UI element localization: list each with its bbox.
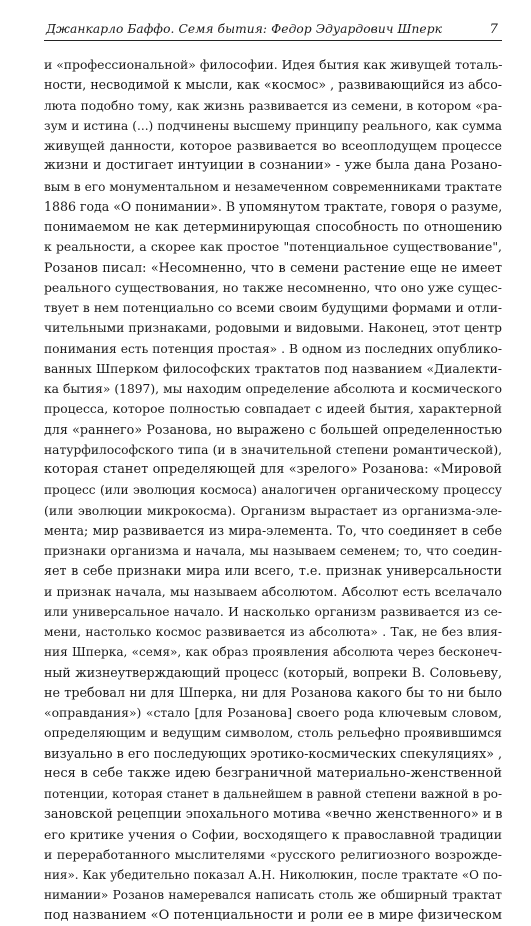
text-line: лютa подобно тому, как жизнь развивается из семени, в котором «ра- — [44, 98, 502, 113]
text-line: яет в себе признаки мира или всего, т.е. признак универсальности — [44, 563, 502, 579]
text-line: твует в нем потенциально со всеми своим будущими формами и отли- — [44, 301, 502, 315]
text-line: процесс (или эволюция космоса) аналогичен органическому процессу — [44, 483, 502, 498]
text-line: процесса, которое полностью совпадает с идеей бытия, характерной — [44, 401, 502, 417]
book-page — [44, 20, 502, 926]
text-line: его критике учения о Софии, восходящего к православной традиции — [44, 826, 502, 842]
text-line: к реальности, а скорее как простое "потенциальное существование", — [44, 239, 502, 255]
text-line: (или эволюции микрокосма). Организм вырастает из организма-эле- — [44, 502, 502, 518]
body-text — [44, 55, 502, 926]
text-line: определяющим и ведущим символом, столь рельефно проявившимся — [44, 725, 502, 741]
text-line: мени, настолько космос развивается из абсолюта» . Так, не без влия- — [44, 625, 502, 639]
header-rule — [44, 40, 502, 41]
text-line: зановской рецепции эпохального мотива «вечно женственного» и в — [44, 806, 503, 822]
text-line: зум и истина (...) подчинены высшему принципу реального, как сумма — [44, 118, 502, 133]
text-line: понимания есть потенция простая» . В одном из последних опублико- — [44, 341, 502, 356]
text-line: жизни и достигает интуиции в сознании» - уже была дана Розано- — [44, 158, 502, 174]
text-line: «оправдания») «стало [для Розанова] своего рода ключевым словом, — [44, 705, 502, 720]
text-line: для «раннего» Розанова, но выражено с большей определенностью — [44, 421, 502, 437]
text-line: реального существования, но также несомненно, что оно уже сущес- — [44, 279, 502, 295]
text-line: потенции, которая станет в дальнейшем в равной степени важной в ро- — [44, 787, 502, 801]
text-line: под названием «О потенциальности и роли ее в мире физическом — [44, 907, 502, 923]
text-line: которая станет определяющей для «зрелого» Розанова: «Мировой — [44, 462, 502, 477]
text-line: живущей данности, которое развивается во всеоплодущем процессе — [44, 138, 502, 153]
text-line: натурфилософского типа (и в значительной степени романтической), — [44, 442, 502, 457]
text-line: и «профессиональной» философии. Идея бытия как живущей тоталь- — [44, 57, 503, 72]
text-line: Розанов писал: «Несомненно, что в семени растение еще не имеет — [44, 259, 502, 275]
text-line: вым в его монументальном и незамеченном современниками трактате — [44, 179, 502, 194]
text-line: понимаемом не как детерминирующая способность по отношению — [44, 219, 502, 234]
text-line: или универсальное начало. И насколько организм развивается из се- — [44, 604, 502, 619]
text-line: признаки организма и начала, мы называем семенем; то, что соедин- — [44, 544, 502, 558]
page-number: 7 — [489, 22, 498, 37]
running-title: Джанкарло Баффо. Семя бытия: Федор Эдуардович Шперк — [46, 22, 443, 36]
text-line: ности, несводимой к мысли, как «космос» , развивающийся из абсо- — [44, 77, 502, 93]
text-line: и признак начала, мы называем абсолютом. Абсолют есть вселачало — [44, 583, 502, 599]
text-line: и переработанного мыслителями «русского религиозного возрожде- — [44, 846, 502, 862]
text-line: ния». Как убедительно показал А.Н. Николюкин, после трактате «О по- — [44, 868, 502, 882]
text-line: ка бытия» (1897), мы находим определение абсолюта и космического — [44, 382, 502, 396]
text-line: 1886 года «О понимании». В упомянутом трактате, говоря о разуме, — [44, 198, 503, 214]
text-line: ный жизнеутверждающий процесс (который, вопреки В. Соловьеву, — [44, 664, 502, 680]
text-line: чительными признаками, родовыми и видовыми. Наконец, этот центр — [44, 321, 502, 336]
text-line: неся в себе также идею безграничной материально-женственной — [44, 765, 502, 781]
text-line: ванных Шперком философских трактатов под названием «Диалекти- — [44, 360, 502, 376]
text-line: мента; мир развивается из мира-элемента. То, что соединяет в себе — [44, 522, 502, 538]
text-line: визуально в его последующих эротико-космических спекуляциях» , — [44, 745, 503, 761]
running-header — [44, 20, 502, 38]
text-line: не требовал ни для Шперка, ни для Розанова какого бы то ни было — [44, 684, 502, 700]
text-line: ния Шперка, «семя», как образ проявления абсолюта через бесконеч- — [44, 645, 502, 660]
text-line: нимании» Розанов намеревался написать столь же обширный трактат — [44, 888, 502, 903]
